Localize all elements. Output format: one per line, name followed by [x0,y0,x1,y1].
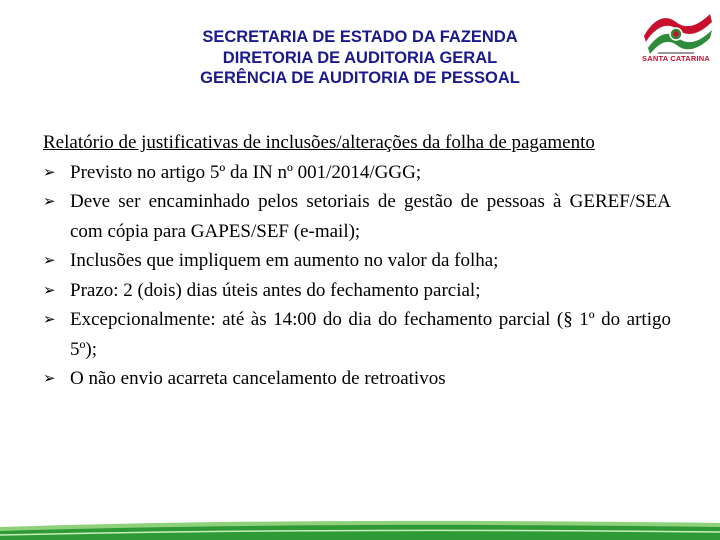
list-item-text: Excepcionalmente: até às 14:00 do dia do fechamento parcial (§ 1º do artigo 5º); [70,309,671,360]
list-item [43,276,671,306]
header-line-diretoria: DIRETORIA DE AUDITORIA GERAL [222,48,498,67]
list-item [43,246,671,276]
list-item-text: Inclusões que impliquem em aumento no valor da folha; [70,250,499,271]
header-title-block [100,27,620,89]
arrow-bullet-icon: ➢ [43,251,56,269]
list-item [43,187,671,246]
list-item [43,158,671,188]
list-item-text: Previsto no artigo 5º da IN nº 001/2014/GGG; [70,161,422,183]
list-item [43,305,671,364]
logo-label: SANTA CATARINA [642,54,710,63]
arrow-bullet-icon: ➢ [43,192,56,210]
arrow-bullet-icon: ➢ [43,310,56,328]
header-line-gerencia: GERÊNCIA DE AUDITORIA DE PESSOAL [200,69,520,87]
list-item-text: Prazo: 2 (dois) dias úteis antes do fechamento parcial; [70,279,481,301]
list-item-text: O não envio acarreta cancelamento de retroativos [70,368,446,389]
bullet-list [43,158,671,394]
content-block [43,128,671,394]
section-title: Relatório de justificativas de inclusões/alterações da folha de pagamento [43,132,595,153]
list-item-text: Deve ser encaminhado pelos setoriais de gestão de pessoas à GEREF/SEA com cópia para GAPES/SEF (e-mail); [70,191,671,242]
arrow-bullet-icon: ➢ [43,369,56,387]
arrow-bullet-icon: ➢ [43,280,56,299]
arrow-bullet-icon: ➢ [43,162,56,181]
footer-green-stripe [0,517,720,540]
list-item [43,364,671,394]
header-line-secretaria: SECRETARIA DE ESTADO DA FAZENDA [202,28,518,46]
